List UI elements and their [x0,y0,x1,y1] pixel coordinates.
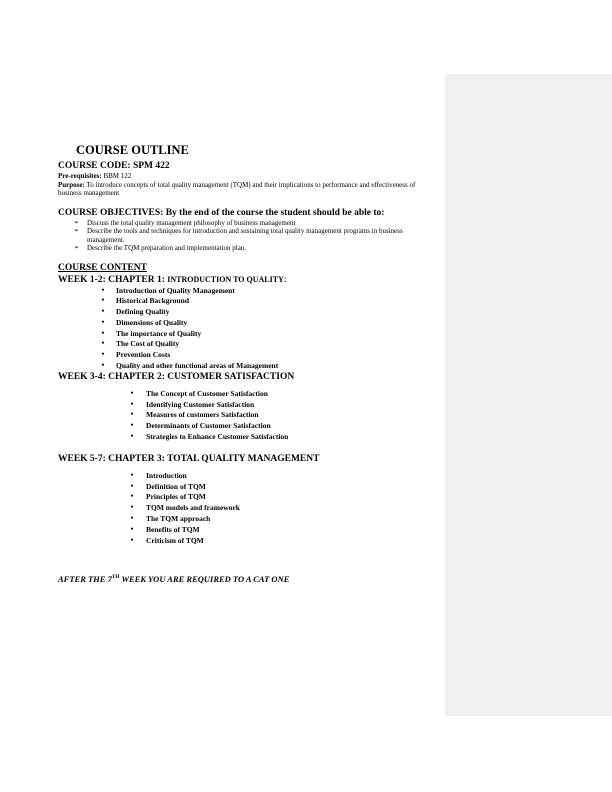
course-code: COURSE CODE: SPM 422 [58,161,170,171]
course-content-heading: COURSE CONTENT [58,262,147,273]
bullet-icon: • [130,493,134,501]
topic-item: • The Cost of Quality [101,339,180,349]
prerequisites-label: Pre-requisites: [58,172,102,180]
topic-item: • The Concept of Customer Satisfaction [130,388,268,398]
topic-item: • Dimensions of Quality [101,317,188,327]
document-page [58,143,438,584]
topic-item: • The importance of Quality [101,328,202,338]
arrow-bullet-icon: ➢ [74,218,80,226]
topic-item: • Definition of TQM [130,481,206,491]
prerequisites [58,172,438,181]
week-1-2-heading: WEEK 1-2: CHAPTER 1: INTRODUCTION TO QUALITY: [58,274,287,285]
topic-item: • Quality and other functional areas of Management [101,361,279,371]
week-5-7-heading: WEEK 5-7: CHAPTER 3: TOTAL QUALITY MANAGEMENT [58,453,320,464]
prerequisites-value: BBM 122 [101,172,132,180]
week-3-4-topics [58,389,438,443]
bullet-icon: • [130,389,134,397]
topic-item: • The TQM approach [130,514,211,524]
bullet-icon: • [130,515,134,523]
topic-item: • Benefits of TQM [130,524,200,534]
bullet-icon: • [101,318,105,326]
topic-item: • Determinants of Customer Satisfaction [130,421,271,431]
bullet-icon: • [101,308,105,316]
topic-item: • Strategies to Enhance Customer Satisfaction [130,432,289,442]
bullet-icon: • [101,351,105,359]
bullet-icon: • [130,433,134,441]
topic-item: • Defining Quality [101,307,170,317]
purpose-label: Purpose: [58,180,85,189]
bullet-icon: • [101,362,105,370]
week-1-2-topics [58,286,438,372]
topic-item: • Introduction of Quality Management [101,285,235,295]
bullet-icon: • [101,286,105,294]
topic-item: • Criticism of TQM [130,535,204,545]
bullet-icon: • [130,525,134,533]
week-3-4-heading: WEEK 3-4: CHAPTER 2: CUSTOMER SATISFACTION [58,371,295,382]
objective-item: ➢ Describe the tools and techniques for introduction and sustaining total quality management programs in business management. [74,227,403,244]
cat-notice: AFTER THE 7TH WEEK YOU ARE REQUIRED TO A CAT ONE [58,574,290,585]
arrow-bullet-icon: ➢ [74,244,80,251]
topic-item: • Principles of TQM [130,492,206,502]
topic-item: • Identifying Customer Satisfaction [130,399,255,409]
bullet-icon: • [130,422,134,430]
objectives-heading: COURSE OBJECTIVES: By the end of the course the student should be able to: [58,207,385,218]
week-5-7-topics [58,471,438,547]
bullet-icon: • [130,504,134,512]
bullet-icon: • [130,536,134,544]
topic-item: • Introduction [130,470,187,480]
topic-item: • Historical Background [101,296,189,306]
topic-item: • Measures of customers Satisfaction [130,410,259,420]
bullet-icon: • [130,482,134,490]
objective-item: ➢ Discuss the total quality management philosophy of business management [74,218,296,227]
bullet-icon: • [101,329,105,337]
topic-item: • TQM models and framework [130,503,240,513]
bullet-icon: • [101,297,105,305]
page-title: COURSE OUTLINE [76,143,189,157]
objectives-list [58,219,438,253]
bullet-icon: • [101,340,105,348]
topic-item: • Prevention Costs [101,350,171,360]
objective-item: ➢ Describe the TQM preparation and implementation plan. [74,244,247,252]
bullet-icon: • [130,411,134,419]
comment-margin-pane [445,74,612,716]
bullet-icon: • [130,400,134,408]
bullet-icon: • [130,471,134,479]
arrow-bullet-icon: ➢ [74,227,80,234]
purpose-value: To introduce concepts of total quality management (TQM) and their implications to performance and effectiveness of business management [58,180,416,197]
purpose [58,181,438,198]
